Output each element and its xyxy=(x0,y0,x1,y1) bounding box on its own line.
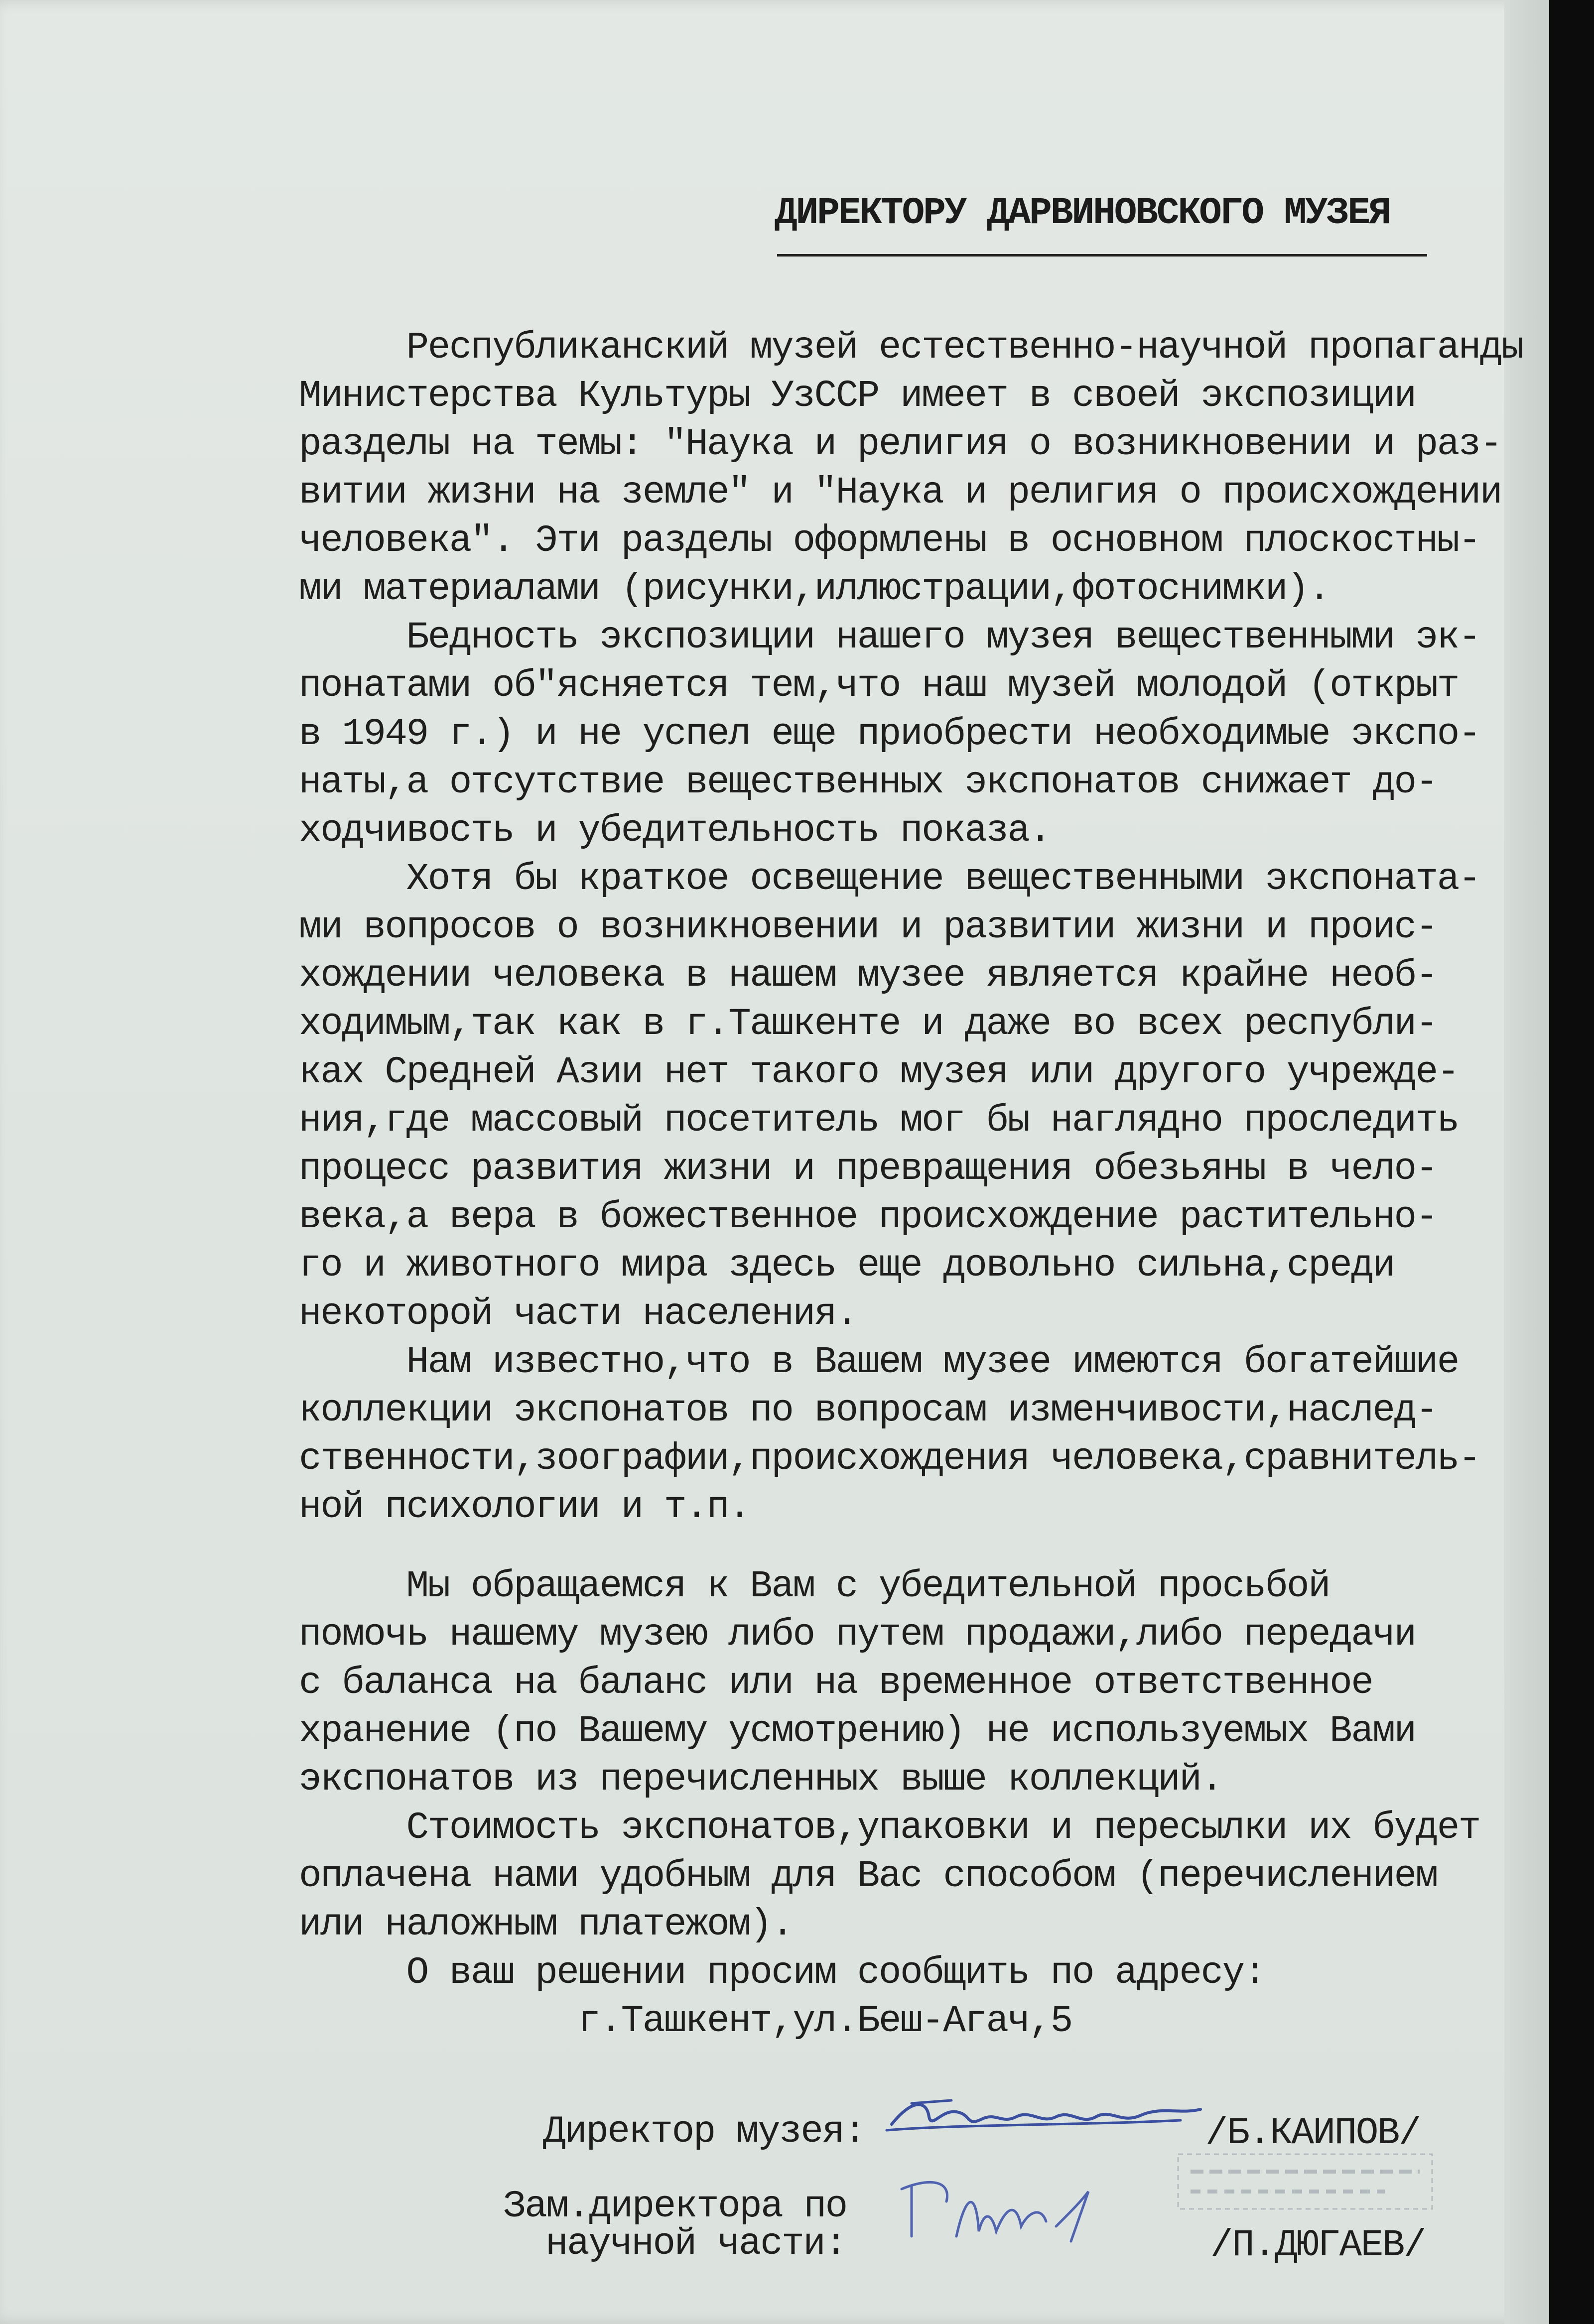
paragraph xyxy=(299,855,1544,1338)
director-name: /Б.КАИПОВ/ xyxy=(1205,2112,1421,2155)
text-line: О ваш решении просим сообщить по адресу: xyxy=(299,1951,1265,1994)
text-line: понатами об"ясняется тем,что наш музей молодой (открыт xyxy=(299,664,1459,707)
text-line: хождении человека в нашем музее является крайне необ- xyxy=(299,954,1437,997)
text-line: Республиканский музей естественно-научной пропаганды xyxy=(299,326,1523,369)
text-line: Хотя бы краткое освещение вещественными экспоната- xyxy=(299,858,1480,901)
director-label: Директор музея: xyxy=(543,2110,865,2153)
paragraph xyxy=(299,324,1544,614)
text-line: Министерства Культуры УзССР имеет в своей экспозиции xyxy=(299,375,1416,417)
deputy-label-line2: научной части: xyxy=(545,2222,846,2265)
paragraph xyxy=(299,1562,1544,1804)
text-line: процесс развития жизни и превращения обезьяны в чело- xyxy=(299,1148,1437,1190)
text-line: с баланса на баланс или на временное ответственное xyxy=(299,1662,1373,1704)
text-line: ственности,зоографии,происхождения человека,сравнитель- xyxy=(299,1437,1480,1480)
paragraph xyxy=(299,614,1544,855)
text-line: человека". Эти разделы оформлены в основном плоскостны- xyxy=(299,519,1480,562)
text-line: помочь нашему музею либо путем продажи,либо передачи xyxy=(299,1613,1416,1656)
deputy-name: /П.ДЮГАЕВ/ xyxy=(1210,2224,1426,2267)
text-line: Стоимость экспонатов,упаковки и пересылки их будет xyxy=(299,1807,1480,1849)
text-line: ходчивость и убедительность показа. xyxy=(299,809,1051,852)
text-line: ходимым,так как в г.Ташкенте и даже во всех республи- xyxy=(299,1003,1437,1045)
text-line: или наложным платежом). xyxy=(299,1903,793,1946)
paragraph xyxy=(299,1949,1544,2046)
deputy-label-line1: Зам.директора по xyxy=(503,2185,847,2228)
director-signature xyxy=(882,2089,1210,2144)
addressee-underline xyxy=(777,254,1427,257)
text-line: некоторой части населения. xyxy=(299,1292,857,1335)
text-line: коллекции экспонатов по вопросам изменчивости,наслед- xyxy=(299,1389,1437,1432)
text-line: экспонатов из перечисленных выше коллекций. xyxy=(299,1758,1222,1801)
text-line: го и животного мира здесь еще довольно сильна,среди xyxy=(299,1244,1394,1287)
text-line: ной психологии и т.п. xyxy=(299,1486,750,1529)
text-line: витии жизни на земле" и "Наука и религия о происхождении xyxy=(299,471,1502,514)
paragraph xyxy=(299,1804,1544,1949)
text-line: оплачена нами удобным для Вас способом (перечислением xyxy=(299,1855,1437,1898)
text-line: наты,а отсутствие вещественных экспонатов снижает до- xyxy=(299,761,1437,804)
text-line: Мы обращаемся к Вам с убедительной просьбой xyxy=(299,1565,1330,1608)
text-line: г.Ташкент,ул.Беш-Агач,5 xyxy=(299,2000,1072,2043)
paragraph xyxy=(299,1338,1544,1532)
addressee-heading: ДИРЕКТОРУ ДАРВИНОВСКОГО МУЗЕЯ xyxy=(775,192,1390,235)
text-line: в 1949 г.) и не успел еще приобрести необходимые экспо- xyxy=(299,713,1480,756)
letter-body xyxy=(299,324,1544,2046)
text-line: ния,где массовый посетитель мог бы наглядно проследить xyxy=(299,1099,1459,1142)
text-line: ми вопросов о возникновении и развитии жизни и проис- xyxy=(299,906,1437,949)
text-line: ми материалами (рисунки,иллюстрации,фотоснимки). xyxy=(299,568,1330,611)
text-line: хранение (по Вашему усмотрению) не используемых Вами xyxy=(299,1710,1416,1753)
text-line: разделы на темы: "Наука и религия о возникновении и раз- xyxy=(299,423,1502,466)
text-line: Бедность экспозиции нашего музея вещественными эк- xyxy=(299,616,1480,659)
text-line: века,а вера в божественное происхождение растительно- xyxy=(299,1196,1437,1239)
text-line: ках Средней Азии нет такого музея или другого учрежде- xyxy=(299,1051,1459,1094)
text-line: Нам известно,что в Вашем музее имеются богатейшие xyxy=(299,1341,1459,1384)
paragraph-gap xyxy=(299,1532,1544,1562)
deputy-signature xyxy=(892,2172,1141,2246)
faded-stamp xyxy=(1176,2152,1435,2211)
